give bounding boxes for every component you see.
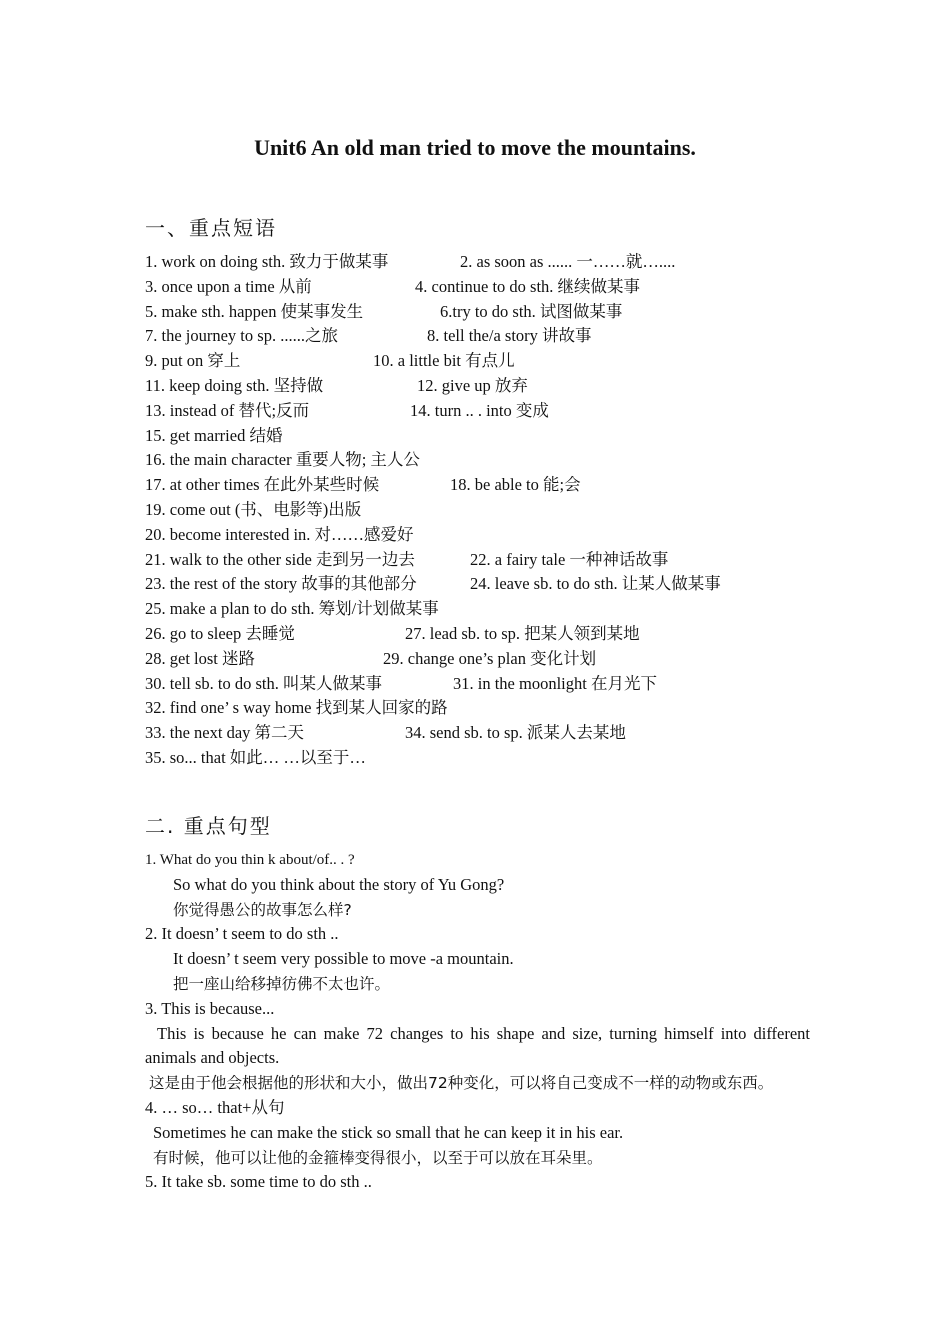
phrase-item: 17. at other times 在此外某些时候 <box>145 475 380 495</box>
phrase-row <box>145 523 835 548</box>
phrase-item: 2. as soon as ...... 一……就….... <box>460 252 676 271</box>
phrase-row <box>145 448 835 473</box>
example-english: It doesn’ t seem very possible to move -a mountain. <box>173 949 514 969</box>
phrase-item: 5. make sth. happen 使某事发生 <box>145 301 364 321</box>
phrase-item: 28. get lost 迷路 <box>145 648 255 668</box>
phrase-row <box>145 721 835 746</box>
phrase-row <box>145 374 835 399</box>
phrase-item: 29. change one’s plan 变化计划 <box>383 648 597 668</box>
phrase-row <box>145 349 835 374</box>
phrase-item: 10. a little bit 有点儿 <box>373 351 515 371</box>
phrase-row <box>145 498 835 523</box>
pattern-title: 3. This is because... <box>145 998 275 1018</box>
phrase-item: 25. make a plan to do sth. 筹划/计划做某事 <box>145 599 439 619</box>
phrase-item: 7. the journey to sp. ......之旅 <box>145 326 338 346</box>
pattern-title: 1. What do you thin k about/of.. . ? <box>145 852 355 868</box>
phrase-item: 27. lead sb. to sp. 把某人领到某地 <box>405 623 640 643</box>
phrase-row <box>145 672 835 697</box>
phrase-item: 19. come out (书、电影等)出版 <box>145 499 362 519</box>
phrase-row <box>145 300 835 325</box>
phrase-row <box>145 647 835 672</box>
phrase-item: 6.try to do sth. 试图做某事 <box>440 301 623 321</box>
phrase-item: 11. keep doing sth. 坚持做 <box>145 375 324 395</box>
phrase-row <box>145 424 835 449</box>
phrase-row <box>145 250 835 275</box>
phrase-item: 34. send sb. to sp. 派某人去某地 <box>405 723 626 743</box>
phrase-item: 30. tell sb. to do sth. 叫某人做某事 <box>145 673 382 693</box>
sentence-patterns <box>145 848 810 1195</box>
example-chinese: 你觉得愚公的故事怎么样? <box>173 900 352 919</box>
pattern-title: 4. … so… that+从句 <box>145 1097 285 1117</box>
example-english: This is because he can make 72 changes to his shape and size, turning himself into different animals and objects. <box>145 1023 810 1068</box>
phrase-item: 35. so... that 如此… …以至于… <box>145 747 366 767</box>
phrase-item: 21. walk to the other side 走到另一边去 <box>145 549 415 569</box>
phrase-item: 26. go to sleep 去睡觉 <box>145 623 295 643</box>
phrase-item: 15. get married 结婚 <box>145 425 283 445</box>
phrase-item: 31. in the moonlight 在月光下 <box>453 673 657 693</box>
phrase-item: 23. the rest of the story 故事的其他部分 <box>145 574 417 594</box>
phrase-item: 22. a fairy tale 一种神话故事 <box>470 549 669 569</box>
phrase-item: 14. turn .. . into 变成 <box>410 400 549 420</box>
page-title: Unit6 An old man tried to move the mountains. <box>254 135 696 160</box>
phrase-item: 20. become interested in. 对……感爱好 <box>145 524 414 544</box>
example-chinese: 把一座山给移掉彷佛不太也许。 <box>173 974 391 993</box>
phrase-row <box>145 696 835 721</box>
pattern-title: 2. It doesn’ t seem to do sth .. <box>145 924 339 944</box>
phrase-item: 16. the main character 重要人物; 主人公 <box>145 450 420 470</box>
example-chinese: 有时候，他可以让他的金箍棒变得很小，以至于可以放在耳朵里。 <box>153 1148 603 1167</box>
section-heading-sentences: 二. 重点句型 <box>145 814 272 838</box>
phrase-item: 4. continue to do sth. 继续做某事 <box>415 276 641 296</box>
section-heading-phrases: 一、重点短语 <box>145 216 277 240</box>
phrase-row <box>145 548 835 573</box>
phrase-item: 1. work on doing sth. 致力于做某事 <box>145 252 389 271</box>
phrase-item: 9. put on 穿上 <box>145 351 241 371</box>
example-chinese: 这是由于他会根据他的形状和大小，做出72种变化，可以将自己变成不一样的动物或东西。 <box>149 1074 774 1093</box>
phrase-item: 3. once upon a time 从前 <box>145 276 312 296</box>
phrase-row <box>145 324 835 349</box>
phrase-item: 12. give up 放弃 <box>417 375 528 395</box>
phrase-list <box>145 250 835 771</box>
example-english: Sometimes he can make the stick so small that he can keep it in his ear. <box>153 1122 624 1142</box>
pattern-title: 5. It take sb. some time to do sth .. <box>145 1172 372 1192</box>
example-english: So what do you think about the story of Yu Gong? <box>173 874 505 894</box>
phrase-item: 18. be able to 能;会 <box>450 475 581 495</box>
phrase-row <box>145 399 835 424</box>
phrase-row <box>145 746 835 771</box>
phrase-row <box>145 597 835 622</box>
phrase-row <box>145 622 835 647</box>
phrase-item: 8. tell the/a story 讲故事 <box>427 326 592 346</box>
phrase-row <box>145 572 835 597</box>
phrase-row <box>145 275 835 300</box>
phrase-item: 33. the next day 第二天 <box>145 723 305 743</box>
phrase-item: 32. find one’ s way home 找到某人回家的路 <box>145 698 448 718</box>
phrase-row <box>145 473 835 498</box>
phrase-item: 13. instead of 替代;反而 <box>145 400 310 420</box>
phrase-item: 24. leave sb. to do sth. 让某人做某事 <box>470 574 721 594</box>
